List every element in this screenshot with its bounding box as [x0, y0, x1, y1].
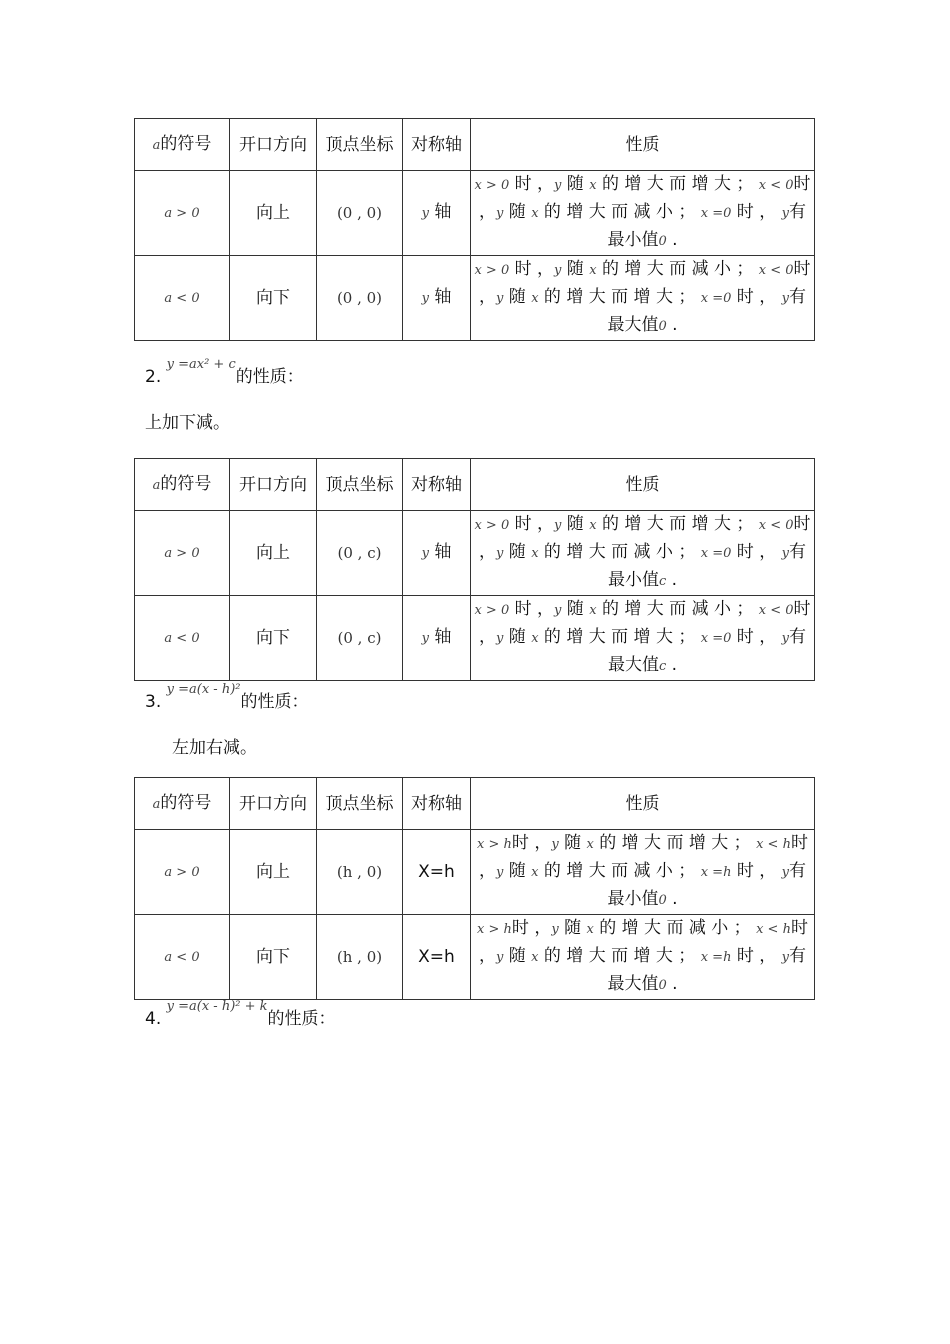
sign-var: a [152, 137, 161, 153]
a-sign-text: a < 0 [164, 291, 200, 306]
header-sign-label: 的符号 [160, 792, 212, 813]
axis-var: y [421, 631, 429, 646]
math-token: y [781, 206, 789, 221]
table-row [135, 511, 815, 596]
math-token: y [554, 603, 562, 618]
math-token: x [586, 837, 594, 852]
math-token: 0 [658, 893, 667, 908]
property-text: 的 增 大 而 增 大 ； [596, 174, 759, 194]
cell-vertex [317, 511, 403, 596]
property-text: 有最小值 [607, 202, 806, 250]
property-text: 随 [558, 833, 587, 853]
cell-axis: X=h [403, 915, 471, 1000]
header-sign [135, 459, 230, 511]
vertex-text: (0 , c) [337, 629, 382, 647]
math-token: c [658, 659, 667, 674]
shift-rule-text: 上加下减。 [145, 413, 230, 433]
property-text: . [666, 230, 678, 250]
properties-table-1 [134, 118, 815, 341]
shift-rule-text: 左加右减。 [172, 738, 257, 758]
property-text: 有最大值 [607, 287, 806, 335]
cell-direction: 向下 [230, 256, 317, 341]
axis-var: y [421, 206, 429, 221]
math-token: x > 0 [474, 603, 510, 618]
header-open: 开口方向 [230, 778, 317, 830]
math-token: y [781, 631, 789, 646]
math-token: x =0 [700, 206, 732, 221]
vertex-text: (0 , 0) [336, 289, 383, 307]
header-sign-label: 的符号 [160, 473, 212, 494]
cell-a-sign [135, 256, 230, 341]
math-token: x [589, 518, 597, 533]
header-props: 性质 [471, 778, 815, 830]
property-text: 时 ， [509, 174, 555, 194]
property-text: 随 [503, 627, 532, 647]
property-text: 的 增 大 而 增 大 ； [596, 514, 759, 534]
math-token: x < 0 [758, 178, 794, 193]
property-text: 随 [503, 861, 532, 881]
math-token: x [589, 178, 597, 193]
property-text: 时 ， [479, 514, 811, 562]
header-sign [135, 778, 230, 830]
vertex-text: (0 , c) [337, 544, 382, 562]
property-text: . [666, 974, 678, 994]
property-text: 随 [503, 542, 532, 562]
header-sign-label: 的符号 [160, 133, 212, 154]
header-axis: 对称轴 [403, 778, 471, 830]
math-token: y [495, 865, 504, 880]
vertex-text: (0 , 0) [336, 204, 383, 222]
math-token: x [589, 263, 597, 278]
header-props: 性质 [471, 459, 815, 511]
table-header-row [135, 119, 815, 171]
table-row [135, 830, 815, 915]
math-token: y [781, 865, 790, 880]
section-heading-3 [145, 682, 309, 715]
cell-properties [471, 915, 815, 1000]
math-token: y [781, 291, 789, 306]
section-formula: y =a(x - h)² [166, 682, 241, 697]
property-text: . [666, 570, 678, 590]
properties-table-2 [134, 458, 815, 681]
property-text: 的 增 大 而 减 小 ； [538, 861, 701, 881]
cell-vertex [317, 596, 403, 681]
property-text: . [666, 655, 678, 675]
cell-properties [471, 511, 815, 596]
cell-axis [403, 256, 471, 341]
math-token: y [781, 546, 789, 561]
cell-properties [471, 171, 815, 256]
section-suffix: 的性质： [267, 1009, 336, 1029]
header-open: 开口方向 [230, 459, 317, 511]
math-token: 0 [658, 319, 667, 334]
property-text: 的 增 大 而 减 小 ； [538, 542, 701, 562]
property-text: 时 ， [511, 833, 552, 853]
cell-properties [471, 256, 815, 341]
axis-var: y [421, 546, 429, 561]
property-text: . [666, 315, 678, 335]
header-vertex: 顶点坐标 [317, 778, 403, 830]
axis-var: y [421, 291, 429, 306]
property-text: 时 ， [731, 202, 782, 222]
property-text: 时 ， [478, 918, 808, 966]
property-text: 的 增 大 而 减 小 ； [596, 259, 759, 279]
header-sign [135, 119, 230, 171]
property-text: 时 ， [731, 627, 782, 647]
table-header-row [135, 459, 815, 511]
cell-direction: 向上 [230, 171, 317, 256]
property-text: 时 ， [509, 259, 555, 279]
cell-direction: 向上 [230, 830, 317, 915]
header-vertex: 顶点坐标 [317, 119, 403, 171]
math-token: x [586, 922, 594, 937]
section-number: 3. [145, 692, 162, 712]
math-token: x < 0 [758, 603, 794, 618]
math-token: x < h [756, 837, 791, 852]
cell-direction: 向上 [230, 511, 317, 596]
section-formula: y =a(x - h)² + k [166, 999, 268, 1014]
math-token: x < h [756, 922, 791, 937]
a-sign-text: a > 0 [164, 206, 200, 221]
property-text: 随 [558, 918, 587, 938]
axis-text: 轴 [434, 287, 452, 307]
a-sign-text: a < 0 [164, 950, 200, 965]
math-token: y [496, 206, 504, 221]
math-token: y [551, 837, 559, 852]
sign-var: a [152, 796, 161, 812]
cell-axis [403, 511, 471, 596]
cell-vertex [317, 256, 403, 341]
math-token: c [658, 574, 667, 589]
property-text: 的 增 大 而 减 小 ； [538, 202, 701, 222]
cell-axis: X=h [403, 830, 471, 915]
property-text: 的 增 大 而 增 大 ； [538, 627, 701, 647]
math-token: x [531, 546, 539, 561]
section-heading-2 [145, 357, 304, 390]
property-text: 随 [503, 946, 532, 966]
cell-a-sign [135, 830, 230, 915]
property-text: 有最小值 [607, 542, 806, 590]
math-token: x [531, 291, 539, 306]
properties-table-3 [134, 777, 815, 1000]
math-token: x < 0 [758, 518, 794, 533]
cell-properties [471, 830, 815, 915]
table-row [135, 171, 815, 256]
property-text: 时 ， [479, 174, 811, 222]
math-token: y [496, 291, 504, 306]
cell-direction: 向下 [230, 915, 317, 1000]
math-token: x [531, 631, 539, 646]
cell-vertex [317, 830, 403, 915]
property-text: 的 增 大 而 减 小 ； [593, 918, 757, 938]
property-text: 时 ， [731, 946, 782, 966]
math-token: x =h [700, 950, 732, 965]
property-text: 时 ， [479, 599, 811, 647]
math-token: y [496, 631, 504, 646]
math-token: y [554, 518, 562, 533]
header-open: 开口方向 [230, 119, 317, 171]
math-token: x > 0 [474, 518, 510, 533]
property-text: 随 [503, 287, 532, 307]
math-token: 0 [658, 978, 667, 993]
property-text: 有最大值 [607, 946, 807, 994]
math-token: y [496, 546, 504, 561]
math-token: x [531, 865, 539, 880]
cell-axis [403, 596, 471, 681]
math-token: x > h [477, 922, 512, 937]
math-token: y [554, 263, 562, 278]
vertex-text: (h , 0) [336, 948, 383, 966]
math-token: x > 0 [474, 178, 510, 193]
cell-a-sign [135, 915, 230, 1000]
math-token: x [589, 603, 597, 618]
table-header-row [135, 778, 815, 830]
property-text: 时 ， [509, 514, 555, 534]
math-token: x [531, 206, 539, 221]
property-text: 时 ， [511, 918, 552, 938]
math-token: y [551, 922, 559, 937]
cell-direction: 向下 [230, 596, 317, 681]
math-token: y [495, 950, 504, 965]
math-token: x =0 [700, 291, 732, 306]
math-token: y [781, 950, 790, 965]
cell-vertex [317, 171, 403, 256]
cell-vertex [317, 915, 403, 1000]
cell-a-sign [135, 596, 230, 681]
property-text: 时 ， [731, 861, 782, 881]
vertex-text: (h , 0) [336, 863, 383, 881]
property-text: 时 ， [479, 259, 811, 307]
math-token: x [531, 950, 539, 965]
header-axis: 对称轴 [403, 119, 471, 171]
property-text: 时 ， [509, 599, 555, 619]
property-text: 随 [561, 174, 590, 194]
section-suffix: 的性质： [240, 692, 309, 712]
axis-text: 轴 [434, 542, 452, 562]
header-props: 性质 [471, 119, 815, 171]
math-token: y [554, 178, 562, 193]
math-token: x =0 [700, 546, 732, 561]
table-row [135, 256, 815, 341]
property-text: 时 ， [478, 833, 808, 881]
math-token: x > 0 [474, 263, 510, 278]
property-text: 时 ， [731, 287, 782, 307]
math-token: 0 [658, 234, 667, 249]
header-axis: 对称轴 [403, 459, 471, 511]
a-sign-text: a < 0 [164, 631, 200, 646]
property-text: 随 [503, 202, 532, 222]
section-number: 2. [145, 367, 162, 387]
property-text: 有最小值 [607, 861, 807, 909]
property-text: 的 增 大 而 增 大 ； [538, 287, 701, 307]
property-text: 随 [561, 514, 590, 534]
axis-text: 轴 [434, 627, 452, 647]
cell-a-sign [135, 511, 230, 596]
cell-a-sign [135, 171, 230, 256]
cell-properties [471, 596, 815, 681]
property-text: 的 增 大 而 增 大 ； [593, 833, 757, 853]
sign-var: a [152, 477, 161, 493]
table-row [135, 915, 815, 1000]
section-suffix: 的性质： [235, 367, 304, 387]
math-token: x =h [700, 865, 732, 880]
a-sign-text: a > 0 [164, 865, 200, 880]
property-text: 的 增 大 而 减 小 ； [596, 599, 759, 619]
section-number: 4. [145, 1009, 162, 1029]
property-text: 时 ， [731, 542, 782, 562]
math-token: x > h [477, 837, 512, 852]
property-text: 随 [561, 259, 590, 279]
property-text: . [666, 889, 678, 909]
table-row [135, 596, 815, 681]
a-sign-text: a > 0 [164, 546, 200, 561]
axis-text: 轴 [434, 202, 452, 222]
math-token: x < 0 [758, 263, 794, 278]
section-formula: y =ax² + c [166, 357, 236, 372]
property-text: 随 [561, 599, 590, 619]
property-text: 有最大值 [607, 627, 806, 675]
header-vertex: 顶点坐标 [317, 459, 403, 511]
property-text: 的 增 大 而 增 大 ； [538, 946, 701, 966]
section-heading-4 [145, 999, 336, 1032]
math-token: x =0 [700, 631, 732, 646]
cell-axis [403, 171, 471, 256]
